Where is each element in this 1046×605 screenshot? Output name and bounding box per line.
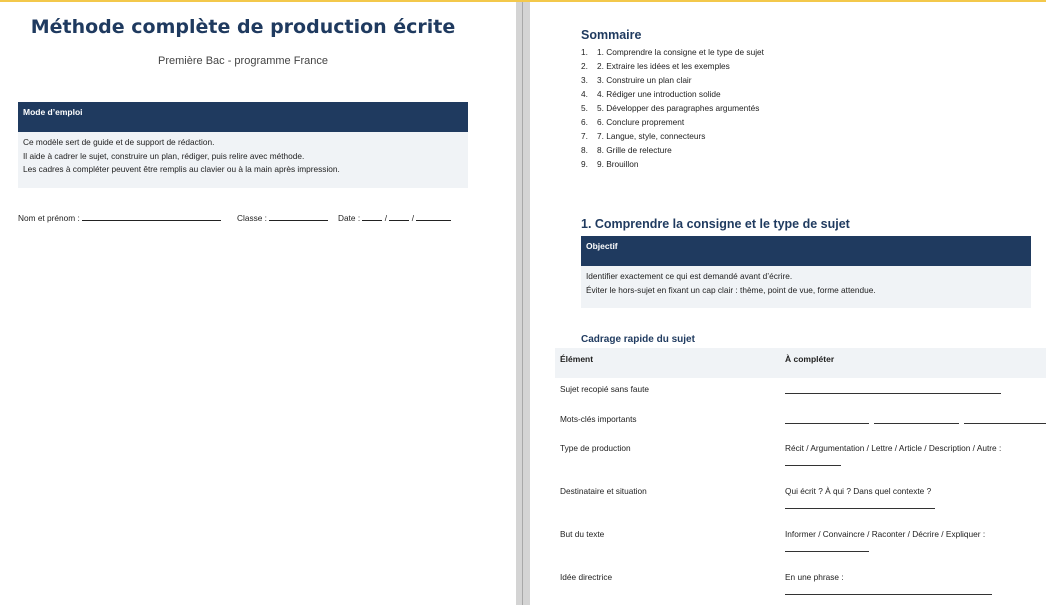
fill-line[interactable]: [785, 465, 841, 466]
table-row: [555, 486, 1046, 526]
fill-line[interactable]: [785, 594, 992, 595]
objectif-line: Éviter le hors-sujet en fixant un cap clair : thème, point de vue, forme attendue.: [586, 284, 876, 295]
toc-item[interactable]: 2. 2. Extraire les idées et les exemples: [581, 61, 730, 71]
row-element-label: Destinataire et situation: [560, 486, 647, 496]
toc-item[interactable]: 5. 5. Développer des paragraphes argumentés: [581, 103, 760, 113]
fill-line[interactable]: [964, 423, 1046, 424]
date-label: Date :: [338, 213, 361, 223]
section-1-heading: 1. Comprendre la consigne et le type de sujet: [581, 217, 850, 231]
column-header-element: Élément: [560, 354, 594, 364]
toc-item[interactable]: 8. 8. Grille de relecture: [581, 145, 672, 155]
date-field[interactable]: [338, 212, 451, 223]
column-header-completer: À compléter: [785, 354, 835, 364]
table-row: [555, 414, 1046, 442]
mode-emploi-line: Ce modèle sert de guide et de support de rédaction.: [23, 137, 215, 147]
mode-emploi-line: Les cadres à compléter peuvent être remplis au clavier ou à la main après impression.: [23, 164, 340, 174]
class-blank[interactable]: [269, 212, 328, 221]
row-completer-text: Informer / Convaincre / Raconter / Décrire / Expliquer :: [785, 529, 986, 539]
class-field[interactable]: [237, 212, 328, 223]
row-completer-text: Qui écrit ? À qui ? Dans quel contexte ?: [785, 486, 932, 496]
toc-item[interactable]: 1. 1. Comprendre la consigne et le type de sujet: [581, 47, 764, 57]
cadrage-table-header: [555, 348, 1046, 378]
class-label: Classe :: [237, 213, 267, 223]
document-subtitle: Première Bac - programme France: [158, 55, 328, 67]
name-blank[interactable]: [82, 212, 221, 221]
cadrage-heading: Cadrage rapide du sujet: [581, 334, 695, 345]
date-day-blank[interactable]: [362, 212, 382, 221]
toc-item[interactable]: 3. 3. Construire un plan clair: [581, 75, 692, 85]
name-field[interactable]: [18, 212, 221, 223]
date-separator: /: [384, 213, 388, 223]
objectif-header: Objectif: [581, 236, 1031, 266]
document-title: Méthode complète de production écrite: [30, 16, 456, 38]
gutter-divider: [522, 2, 523, 605]
date-year-blank[interactable]: [416, 212, 451, 221]
row-element-label: Idée directrice: [560, 572, 613, 582]
toc-item[interactable]: 9. 9. Brouillon: [581, 159, 639, 169]
page-gutter: [516, 2, 530, 605]
table-row: [555, 572, 1046, 602]
row-element-label: Mots-clés importants: [560, 414, 637, 424]
document-page-1[interactable]: [0, 2, 516, 605]
fill-line[interactable]: [785, 423, 869, 424]
row-completer-text: Récit / Argumentation / Lettre / Article / Description / Autre :: [785, 443, 1002, 453]
table-row: [555, 384, 1046, 412]
toc-item[interactable]: 4. 4. Rédiger une introduction solide: [581, 89, 721, 99]
row-element-label: Sujet recopié sans faute: [560, 384, 650, 394]
document-page-2[interactable]: [530, 2, 1046, 605]
toc-item[interactable]: 7. 7. Langue, style, connecteurs: [581, 131, 706, 141]
toc-item[interactable]: 6. 6. Conclure proprement: [581, 117, 685, 127]
sommaire-heading: Sommaire: [581, 28, 642, 42]
table-row: [555, 529, 1046, 569]
date-separator: /: [411, 213, 415, 223]
row-element-label: But du texte: [560, 529, 605, 539]
row-completer-text: En une phrase :: [785, 572, 844, 582]
fill-line[interactable]: [785, 551, 869, 552]
fill-line[interactable]: [874, 423, 959, 424]
mode-emploi-body: [18, 132, 468, 188]
mode-emploi-line: Il aide à cadrer le sujet, construire un plan, rédiger, puis relire avec méthode.: [23, 150, 305, 161]
table-row: [555, 443, 1046, 483]
fill-line[interactable]: [785, 508, 935, 509]
table-of-contents: [581, 45, 764, 171]
date-month-blank[interactable]: [389, 212, 409, 221]
row-element-label: Type de production: [560, 443, 631, 453]
fill-line[interactable]: [785, 393, 1001, 394]
objectif-line: Identifier exactement ce qui est demandé avant d’écrire.: [586, 271, 793, 281]
mode-emploi-header: Mode d’emploi: [18, 102, 468, 132]
name-label: Nom et prénom :: [18, 213, 80, 223]
objectif-body: [581, 266, 1031, 308]
